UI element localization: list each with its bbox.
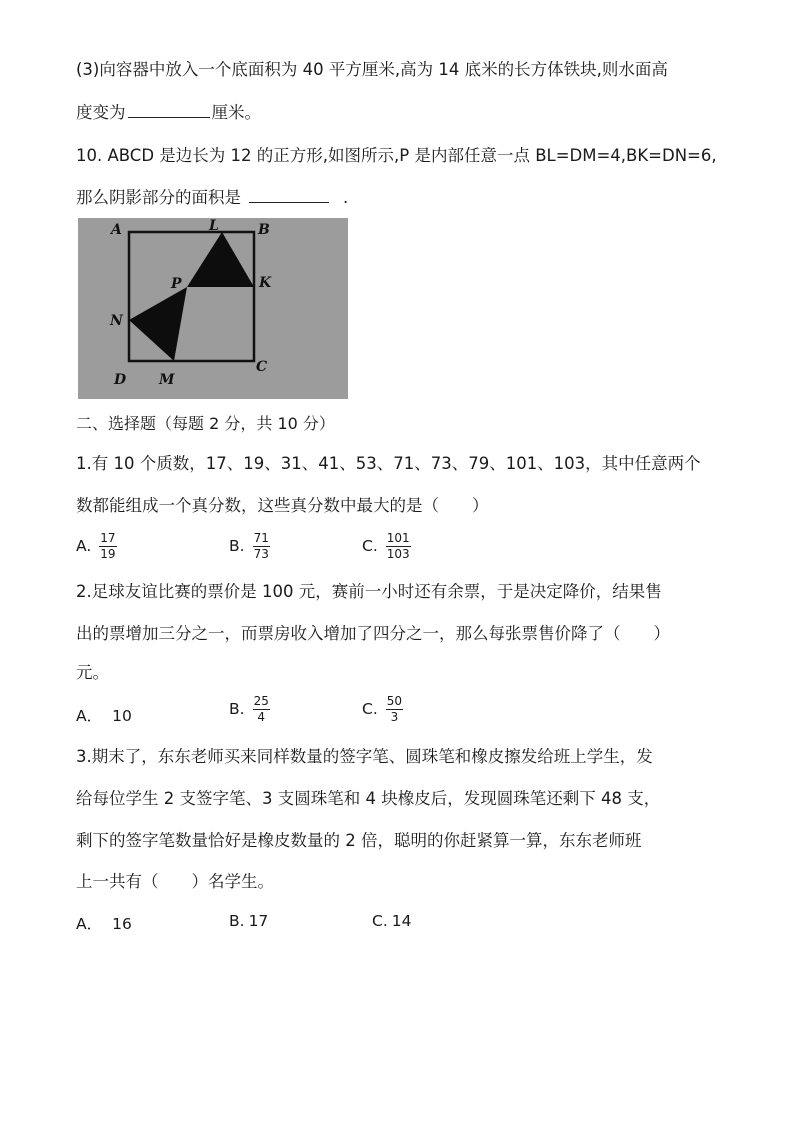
mc2-option-c[interactable] bbox=[362, 695, 403, 724]
option-value: 14 bbox=[391, 912, 412, 930]
option-label: B. bbox=[229, 537, 245, 555]
fraction bbox=[386, 695, 403, 724]
option-label: B. bbox=[229, 912, 245, 930]
label-c: C bbox=[256, 359, 268, 375]
mc3-line3: 剩下的签字笔数量恰好是橡皮数量的 2 倍，聪明的你赶紧算一算，东东老师班 bbox=[76, 831, 642, 850]
option-label: C. bbox=[362, 700, 378, 718]
mc2-line1: 2.足球友谊比赛的票价是 100 元，赛前一小时还有余票，于是决定降价，结果售 bbox=[76, 582, 662, 601]
denominator: 3 bbox=[390, 710, 399, 724]
option-label: C. bbox=[372, 912, 388, 930]
mc2-option-b[interactable] bbox=[229, 695, 270, 724]
numerator: 17 bbox=[100, 531, 116, 545]
denominator: 103 bbox=[386, 547, 410, 561]
label-d: D bbox=[114, 372, 127, 388]
denominator: 73 bbox=[253, 547, 269, 561]
mc3-option-a[interactable] bbox=[76, 912, 132, 934]
mc3-line1: 3.期末了，东东老师买来同样数量的签字笔、圆珠笔和橡皮擦发给班上学生，发 bbox=[76, 747, 653, 766]
mc3-line4: 上一共有（ ）名学生。 bbox=[76, 872, 274, 891]
fraction bbox=[386, 532, 411, 561]
option-label: C. bbox=[362, 537, 378, 555]
mc1-line2: 数都能组成一个真分数，这些真分数中最大的是（ ） bbox=[76, 496, 489, 515]
denominator: 4 bbox=[257, 710, 266, 724]
mc1-option-a[interactable] bbox=[76, 532, 117, 561]
section2-heading: 二、选择题（每题 2 分，共 10 分） bbox=[76, 414, 335, 433]
q9-part3-text-before: 度变为 bbox=[76, 103, 126, 122]
mc1-line1: 1.有 10 个质数，17、19、31、41、53、71、73、79、101、103，其中任意两个 bbox=[76, 454, 701, 473]
mc1-option-c[interactable] bbox=[362, 532, 411, 561]
label-a: A bbox=[111, 222, 122, 238]
q10-text-after: . bbox=[343, 188, 349, 207]
label-m: M bbox=[159, 372, 175, 388]
numerator: 25 bbox=[253, 694, 269, 708]
label-n: N bbox=[110, 313, 123, 329]
option-label: B. bbox=[229, 700, 245, 718]
mc2-line2: 出的票增加三分之一，而票房收入增加了四分之一，那么每张票售价降了（ ） bbox=[76, 624, 670, 643]
label-p: P bbox=[171, 276, 182, 292]
label-b: B bbox=[258, 222, 270, 238]
mc3-option-b[interactable] bbox=[229, 912, 268, 930]
q10-answer-blank[interactable] bbox=[249, 188, 329, 203]
option-label: A. bbox=[76, 537, 92, 555]
square-figure-svg bbox=[78, 218, 348, 399]
fraction bbox=[253, 532, 270, 561]
option-value: 17 bbox=[248, 912, 269, 930]
mc1-option-b[interactable] bbox=[229, 532, 270, 561]
q10-text-before: 那么阴影部分的面积是 bbox=[76, 188, 241, 207]
denominator: 19 bbox=[100, 547, 116, 561]
q9-part3-line1: (3)向容器中放入一个底面积为 40 平方厘米,高为 14 底米的长方体铁块,则水面高 bbox=[76, 60, 668, 79]
q9-part3-line2 bbox=[76, 101, 261, 125]
square-figure bbox=[78, 218, 348, 399]
numerator: 101 bbox=[386, 531, 410, 545]
label-k: K bbox=[259, 275, 272, 291]
mc2-line3: 元。 bbox=[76, 663, 109, 682]
fraction bbox=[99, 532, 116, 561]
option-label: A． bbox=[76, 915, 103, 933]
q9-part3-text-after: 厘米。 bbox=[211, 103, 261, 122]
mc2-option-a[interactable] bbox=[76, 704, 132, 726]
numerator: 71 bbox=[253, 531, 269, 545]
label-l: L bbox=[209, 218, 219, 234]
q10-line2 bbox=[76, 186, 348, 210]
numerator: 50 bbox=[386, 694, 403, 708]
mc3-option-c[interactable] bbox=[372, 912, 411, 930]
option-label: A． bbox=[76, 707, 103, 725]
fraction bbox=[253, 695, 270, 724]
mc3-line2: 给每位学生 2 支签字笔、3 支圆珠笔和 4 块橡皮后，发现圆珠笔还剩下 48 支， bbox=[76, 789, 661, 808]
q10-line1: 10. ABCD 是边长为 12 的正方形,如图所示,P 是内部任意一点 BL=DM=4,BK=DN=6, bbox=[76, 146, 717, 165]
option-value: 16 bbox=[112, 915, 132, 933]
option-value: 10 bbox=[112, 707, 132, 725]
q9-answer-blank[interactable] bbox=[128, 103, 210, 118]
